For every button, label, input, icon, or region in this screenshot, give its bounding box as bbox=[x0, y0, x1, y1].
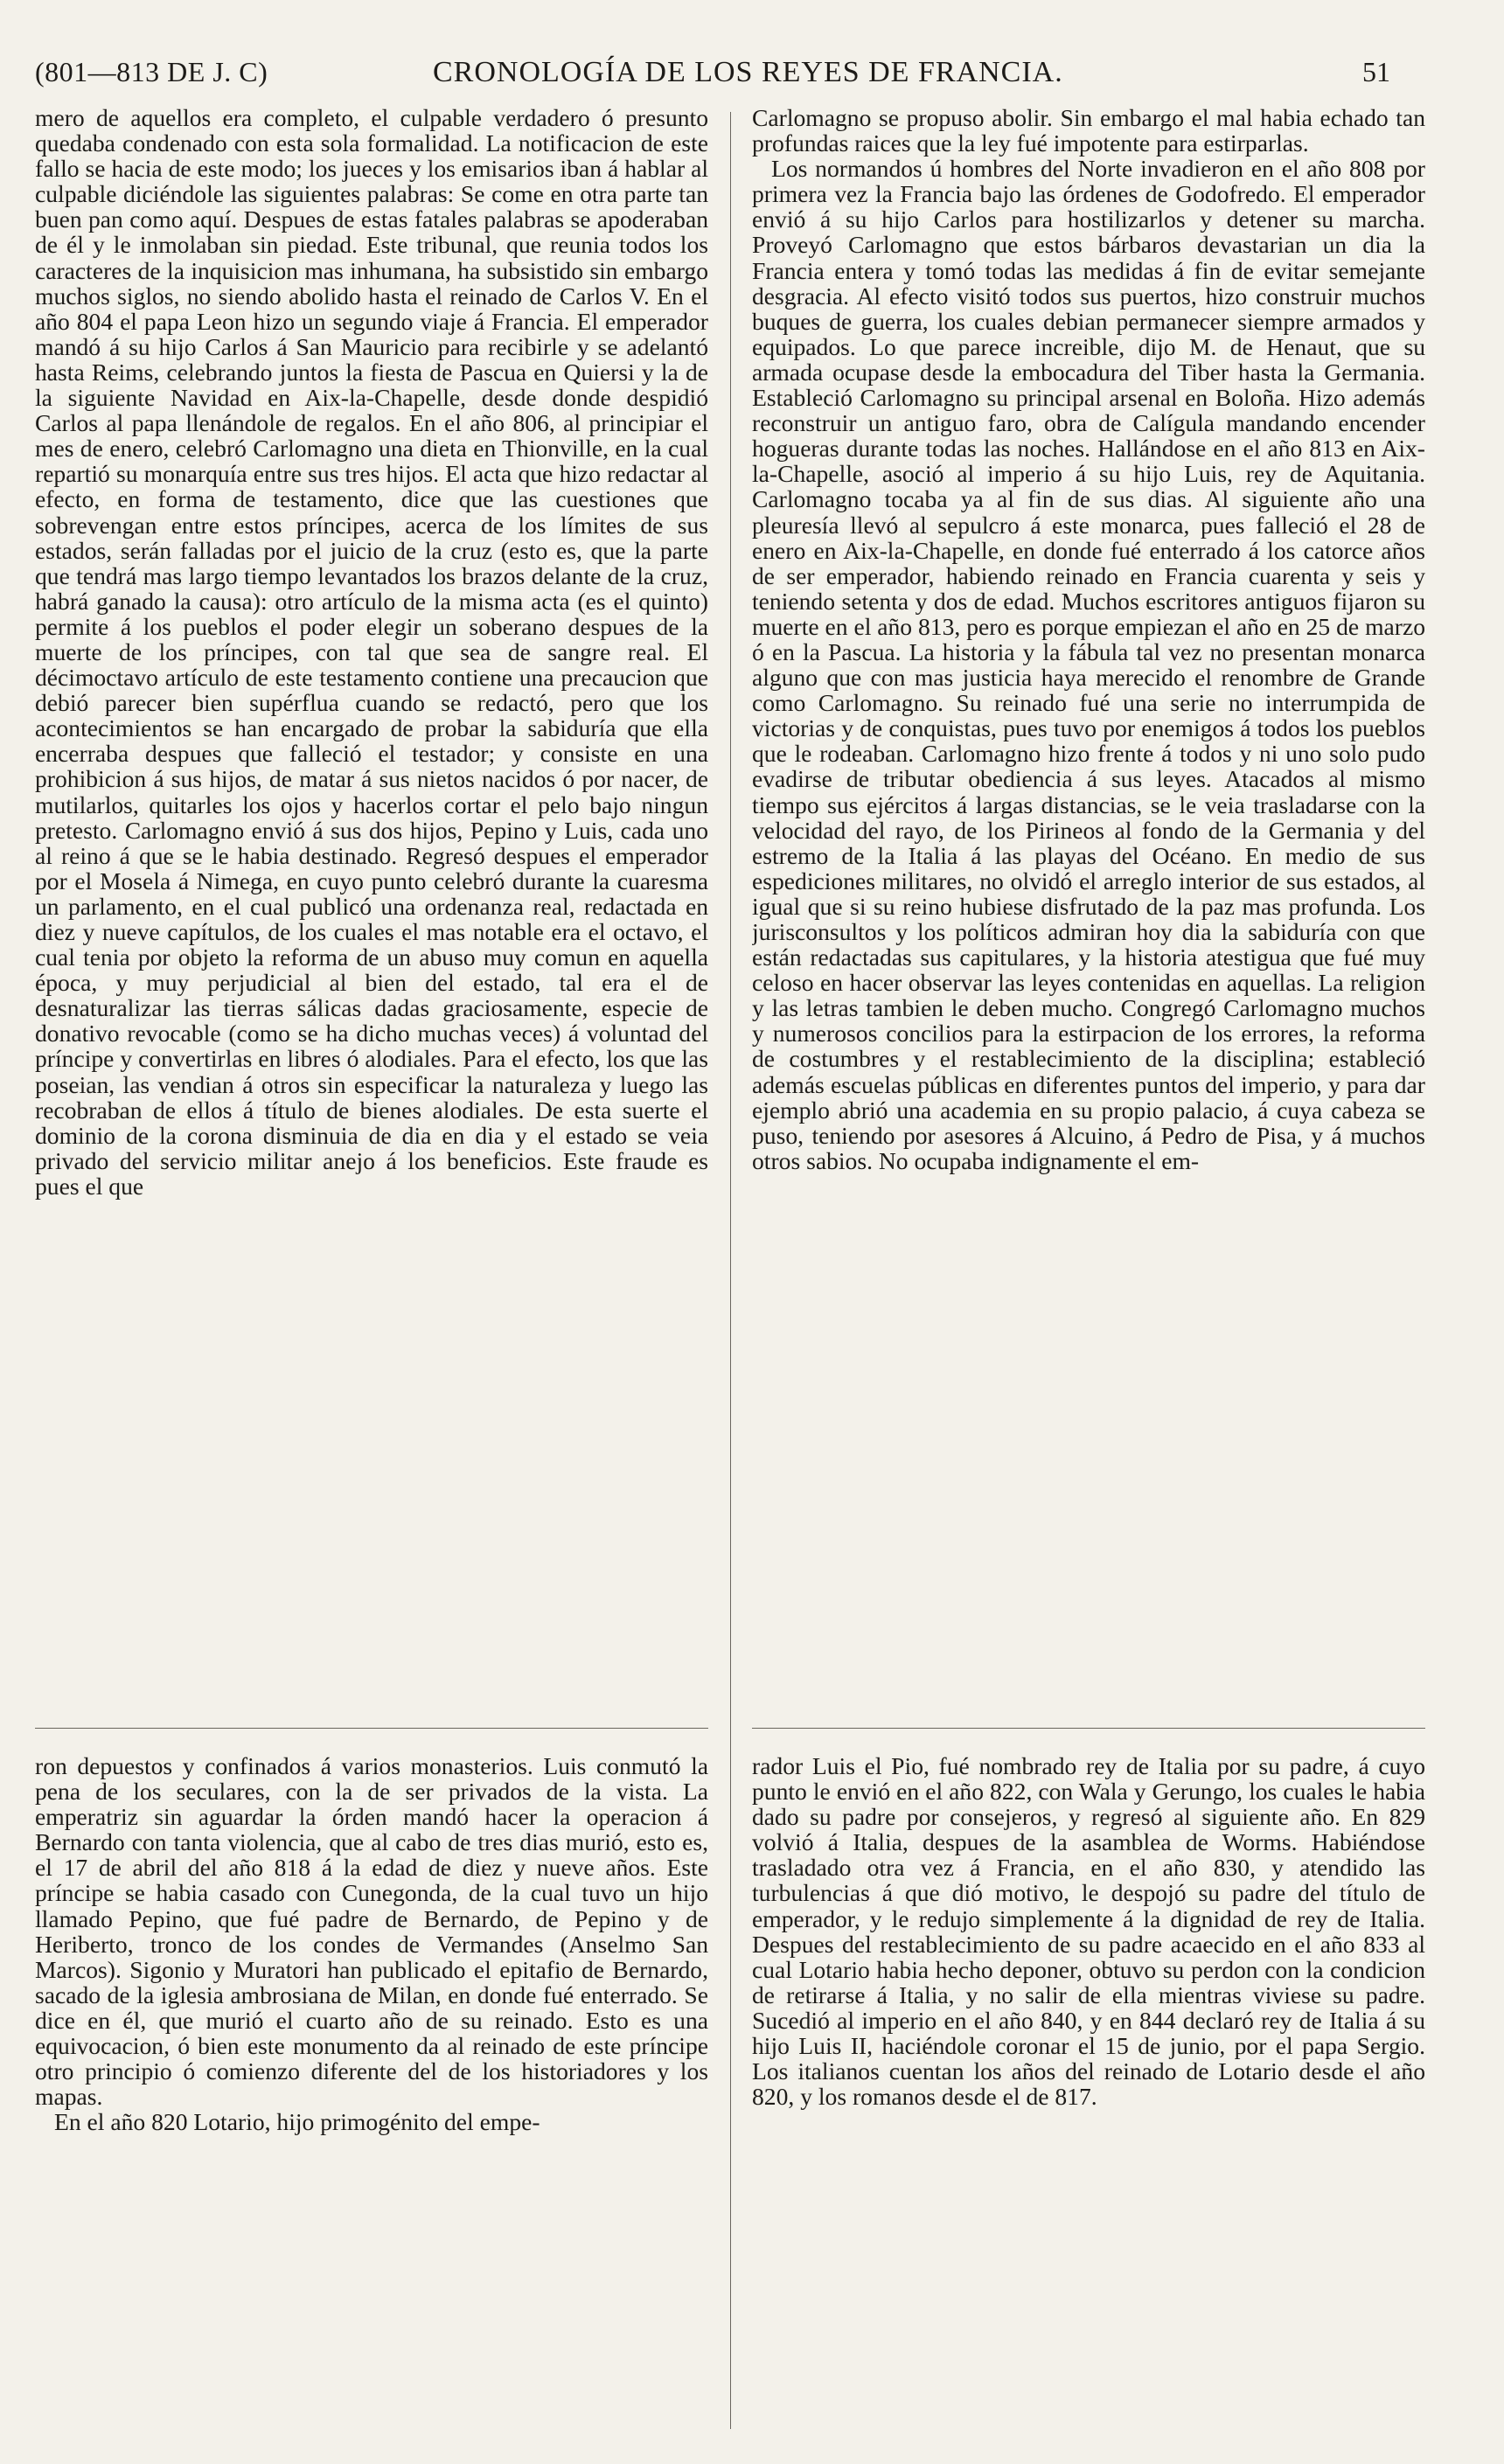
page-header bbox=[35, 51, 1425, 105]
left-column-bottom bbox=[35, 1753, 708, 2453]
paragraph: ron depuestos y confinados á varios monasterios. Luis conmutó la pena de los seculares, con la de ser privados de la vista. La emperatriz sin aguardar la órden mandó hacer la operacion á Bernardo con tanta violencia, que al cabo de tres dias murió, esto es, el 17 de abril del año 818 á la edad de diez y nueve años. Este príncipe se habia casado con Cunegonda, de la cual tuvo un hijo llamado Pepino, que fué padre de Bernardo, de Pepino y de Heriberto, tronco de los condes de Vermandes (Anselmo San Marcos). Sigonio y Muratori han publicado el epitafio de Bernardo, sacado de la iglesia ambrosiana de Milan, en donde fué enterrado. Se dice en él, que murió el cuarto año de su reinado. Esto es una equivocacion, ó bien este monumento da al reinado de este príncipe otro principio ó comienzo diferente del de los historiadores y los mapas. bbox=[35, 1753, 708, 2111]
right-column-top bbox=[752, 105, 1425, 1696]
paragraph: Carlomagno se propuso abolir. Sin embargo el mal habia echado tan profundas raices que la ley fué impotente para estirparlas. bbox=[752, 105, 1425, 157]
column-divider bbox=[730, 112, 731, 2429]
page-number: 51 bbox=[1362, 56, 1390, 87]
document-page bbox=[35, 51, 1425, 2447]
section-divider-left bbox=[35, 1728, 708, 1729]
section-divider-right bbox=[752, 1728, 1425, 1729]
paragraph: Los normandos ú hombres del Norte invadieron en el año 808 por primera vez la Francia bajo las órdenes de Godofredo. El emperador envió á su hijo Carlos para hostilizarlos y detener su marcha. Proveyó Carlomagno que estos bárbaros devastarian un dia la Francia entera y tomó todas las medidas á fin de evitar semejante desgracia. Al efecto visitó todos sus puertos, hizo construir muchos buques de guerra, los cuales debian permanecer siempre armados y equipados. Lo que parece increible, dijo M. de Henaut, que su armada ocupase desde la embocadura del Tiber hasta la Germania. Estableció Carlomagno su principal arsenal en Boloña. Hizo además reconstruir un antiguo faro, obra de Calígula mandando encender hogueras durante todas las noches. Hallándose en el año 813 en Aix-la-Chapelle, asoció al imperio á su hijo Luis, rey de Aquitania. Carlomagno tocaba ya al fin de sus dias. Al siguiente año una pleuresía llevó al sepulcro á este monarca, pues falleció el 28 de enero en Aix-la-Chapelle, en donde fué enterrado á los catorce años de ser emperador, habiendo reinado en Francia cuarenta y seis y teniendo setenta y dos de edad. Muchos escritores antiguos fijaron su muerte en el año 813, pero es porque empiezan el año en 25 de marzo ó en la Pascua. La historia y la fábula tal vez no presentan monarca alguno que con mas justicia haya merecido el renombre de Grande como Carlomagno. Su reinado fué una serie no interrumpida de victorias y de conquistas, pues tuvo por enemigos á todos los pueblos que le rodeaban. Carlomagno hizo frente á todos y ni uno solo pudo evadirse de tributar obediencia á sus leyes. Atacados al mismo tiempo sus ejércitos á largas distancias, se le veia trasladarse con la velocidad del rayo, de los Pirineos al fondo de la Germania y del estremo de la Italia á las playas del Océano. En medio de sus espediciones militares, no olvidó el arreglo interior de sus estados, al igual que si su reino hubiese disfrutado de la paz mas profunda. Los jurisconsultos y los políticos admiran hoy dia la sabiduría con que están redactadas sus capitulares, y la historia atestigua que fué muy celoso en hacer observar las leyes contenidas en aquellas. La religion y las letras tambien le deben mucho. Congregó Carlomagno muchos y numerosos concilios para la estirpacion de los errores, la reforma de costumbres y el restablecimiento de la disciplina; estableció además escuelas públicas en diferentes puntos del imperio, y para dar ejemplo abrió una academia en su propio palacio, á cuya cabeza se puso, teniendo por asesores á Alcuino, á Pedro de Pisa, y á muchos otros sabios. No ocupaba indignamente el em- bbox=[752, 155, 1425, 1174]
paragraph: En el año 820 Lotario, hijo primogénito del empe- bbox=[54, 2108, 540, 2136]
paragraph: mero de aquellos era completo, el culpable verdadero ó presunto quedaba condenado con esta sola formalidad. La notificacion de este fallo se hacia de este modo; los jueces y los emisarios iban á hablar al culpable diciéndole las siguientes palabras: Se come en otra parte tan buen pan como aquí. Despues de estas fatales palabras se apoderaban de él y le inmolaban sin piedad. Este tribunal, que reunia todos los caracteres de la inquisicion mas inhumana, ha subsistido sin embargo muchos siglos, no siendo abolido hasta el reinado de Carlos V. En el año 804 el papa Leon hizo un segundo viaje á Francia. El emperador mandó á su hijo Carlos á San Mauricio para recibirle y se adelantó hasta Reims, celebrando juntos la fiesta de Pascua en Quiersi y la de la siguiente Navidad en Aix-la-Chapelle, desde donde despidió Carlos al papa llenándole de regalos. En el año 806, al principiar el mes de enero, celebró Carlomagno una dieta en Thionville, en la cual repartió su monarquía entre sus tres hijos. El acta que hizo redactar al efecto, en forma de testamento, dice que las cuestiones que sobrevengan entre estos príncipes, acerca de los límites de sus estados, serán falladas por el juicio de la cruz (esto es, que la parte que tendrá mas largo tiempo levantados los brazos delante de la cruz, habrá ganado la causa): otro artículo de la misma acta (es el quinto) permite á los pueblos el poder elegir un soberano despues de la muerte de los príncipes, con tal que sea de sangre real. El décimoctavo artículo de este testamento contiene una precaucion que debió parecer bien supérflua cuando se redactó, pero que los acontecimientos se han encargado de probar la sabiduría que ella encerraba despues que falleció el testador; y consiste en una prohibicion á sus hijos, de matar á sus nietos nacidos ó por nacer, de mutilarlos, quitarles los ojos y hacerlos cortar el pelo bajo ningun pretesto. Carlomagno envió á sus dos hijos, Pepino y Luis, cada uno al reino á que se le habia destinado. Regresó despues el emperador por el Mosela á Nimega, en cuyo punto celebró durante la cuaresma un parlamento, en el cual publicó una ordenanza real, redactada en diez y nueve capítulos, de los cuales el mas notable era el octavo, el cual tenia por objeto la reforma de un abuso muy comun en aquella época, y muy perjudicial al bien del estado, tal era el de desnaturalizar las tierras sálicas dadas graciosamente, especie de donativo revocable (como se ha dicho muchas veces) á voluntad del príncipe y convertirlas en libres ó alodiales. Para el efecto, los que las poseian, las vendian á otros sin especificar la naturaleza y luego las recobraban de ellos á título de bienes alodiales. De esta suerte el dominio de la corona disminuia de dia en dia y el estado se veia privado del servicio militar anejo á los beneficios. Este fraude es pues el que bbox=[35, 105, 708, 1200]
left-column-top bbox=[35, 105, 708, 1696]
paragraph: rador Luis el Pio, fué nombrado rey de Italia por su padre, á cuyo punto le envió en el año 822, con Wala y Gerungo, los cuales le habia dado su padre por consejeros, y regresó al siguiente año. En 829 volvió á Italia, despues de la asamblea de Worms. Habiéndose trasladado otra vez á Francia, en el año 830, y atendido las turbulencias á que dió motivo, le despojó su padre del título de emperador, y le redujo simplemente á la dignidad de rey de Italia. Despues del restablecimiento de su padre acaecido en el año 833 al cual Lotario habia hecho deponer, obtuvo su perdon con la condicion de retirarse á Italia, y no salir de ella mientras viviese su padre. Sucedió al imperio en el año 840, y en 844 declaró rey de Italia á su hijo Luis II, haciéndole coronar el 15 de junio, por el papa Sergio. Los italianos cuentan los años del reinado de Lotario desde el año 820, y los romanos desde el de 817. bbox=[752, 1753, 1425, 2111]
date-range-header: (801—813 DE J. C) bbox=[35, 56, 268, 87]
running-title: CRONOLOGÍA DE LOS REYES DE FRANCIA. bbox=[433, 56, 1063, 88]
right-column-bottom bbox=[752, 1753, 1425, 2453]
